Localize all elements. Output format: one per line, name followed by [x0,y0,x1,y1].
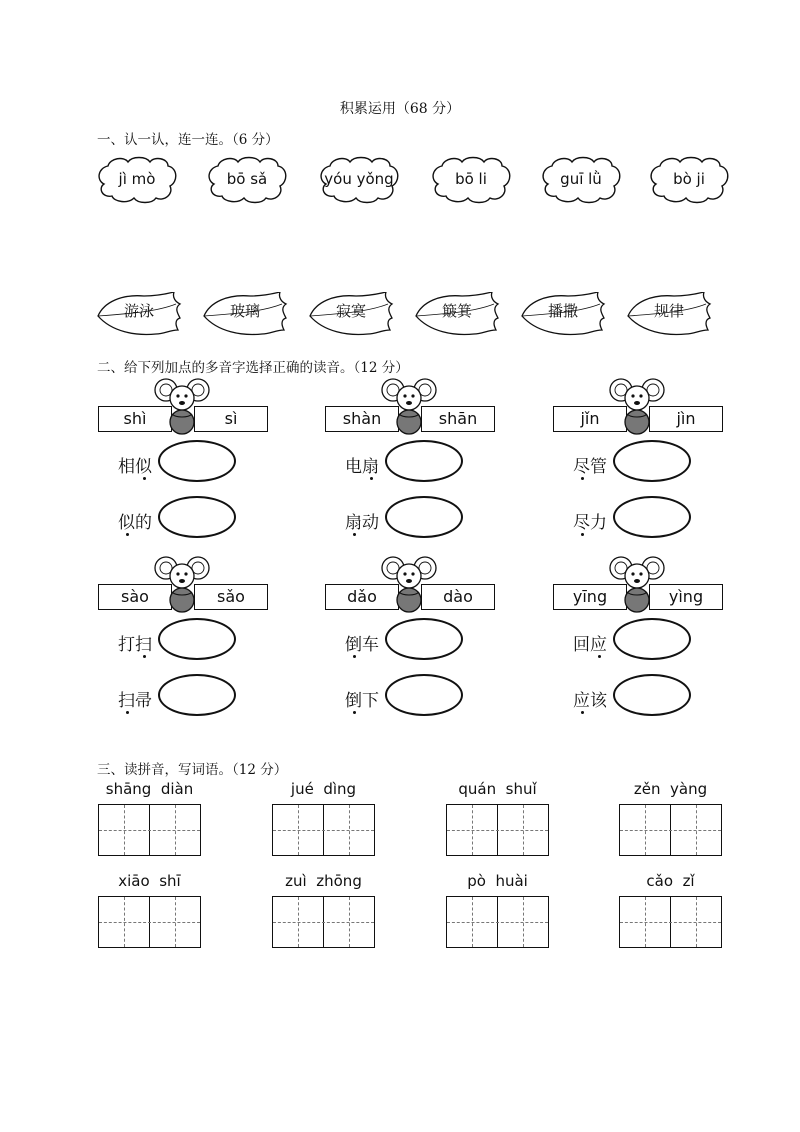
pronunciation-option: shì [98,406,172,432]
writing-grid[interactable] [98,896,201,948]
pinyin-prompt [446,780,549,798]
cloud-pinyin-text: jì mò [118,170,156,188]
mouse-icon [381,378,437,436]
word-leaf [96,292,182,338]
multi-reading-word: 尽管 [573,457,607,477]
pinyin-syllable: shāng [105,780,152,798]
pronunciation-option: shān [421,406,495,432]
answer-ellipse[interactable] [158,496,236,538]
pinyin-cloud [318,156,400,204]
cloud-pinyin-text: guī lǜ [560,170,602,188]
pinyin-cloud [430,156,512,204]
pinyin-gap [673,872,683,890]
section1-heading: 一、认一认，连一连。（6 分） [97,132,279,148]
multi-reading-word: 倒车 [345,635,379,655]
mouse-icon [154,378,210,436]
pronunciation-option: shàn [325,406,399,432]
pinyin-syllable: zěn [633,780,661,798]
cloud-pinyin-text: bō li [455,170,487,188]
word-leaf [520,292,606,338]
emphasis-dot [581,711,584,714]
multi-reading-word: 回应 [573,635,607,655]
pinyin-syllable: xiāo [118,872,150,890]
answer-ellipse[interactable] [158,618,236,660]
pronunciation-option: dǎo [325,584,399,610]
pinyin-prompt [272,780,375,798]
leaf-word-text: 玻璃 [229,302,260,320]
grid-guide [620,922,721,923]
writing-grid[interactable] [272,804,375,856]
pinyin-gap [314,780,324,798]
pinyin-cloud [96,156,178,204]
pinyin-prompt [619,872,722,890]
answer-ellipse[interactable] [385,618,463,660]
answer-ellipse[interactable] [158,674,236,716]
emphasis-dot [143,655,146,658]
answer-ellipse[interactable] [613,674,691,716]
emphasis-dot [598,655,601,658]
pronunciation-option: sì [194,406,268,432]
answer-ellipse[interactable] [613,618,691,660]
answer-ellipse[interactable] [613,496,691,538]
pronunciation-options [98,584,266,610]
emphasis-dot [353,711,356,714]
pronunciation-option: jǐn [553,406,627,432]
leaf-word-text: 播撒 [547,302,578,320]
section2-heading: 二、给下列加点的多音字选择正确的读音。（12 分） [97,360,409,376]
pinyin-syllable: diàn [160,780,194,798]
mouse-icon [381,556,437,614]
pinyin-gap [660,780,670,798]
pronunciation-option: sǎo [194,584,268,610]
cloud-pinyin-text: bò ji [673,170,705,188]
pronunciation-option: dào [421,584,495,610]
cloud-pinyin-text: yóu yǒng [324,170,394,188]
grid-guide [273,922,374,923]
emphasis-dot [370,477,373,480]
grid-guide [273,830,374,831]
pinyin-prompt [619,780,722,798]
page-title: 积累运用（68 分） [339,101,461,117]
pinyin-gap [150,872,160,890]
emphasis-dot [126,711,129,714]
mouse-icon [154,556,210,614]
pinyin-syllable: zhōng [316,872,362,890]
multi-reading-word: 打扫 [118,635,152,655]
pronunciation-option: sào [98,584,172,610]
pinyin-syllable: zǐ [682,872,695,890]
answer-ellipse[interactable] [385,674,463,716]
leaf-word-text: 寂寞 [335,302,366,320]
pronunciation-options [553,406,721,432]
answer-ellipse[interactable] [385,496,463,538]
leaf-word-text: 规律 [653,302,684,320]
pinyin-syllable: pò [467,872,486,890]
emphasis-dot [126,533,129,536]
pinyin-prompt [446,872,549,890]
writing-grid[interactable] [446,804,549,856]
pinyin-syllable: quán [458,780,497,798]
multi-reading-word: 尽力 [573,513,607,533]
pinyin-cloud [648,156,730,204]
pinyin-cloud [206,156,288,204]
pinyin-prompt [98,872,201,890]
mouse-icon [609,556,665,614]
pronunciation-options [325,584,493,610]
pinyin-syllable: yàng [670,780,708,798]
grid-guide [99,922,200,923]
pronunciation-option: yīng [553,584,627,610]
cloud-pinyin-text: bō sǎ [226,170,268,188]
multi-reading-word: 倒下 [345,691,379,711]
writing-grid[interactable] [98,804,201,856]
answer-ellipse[interactable] [613,440,691,482]
pinyin-syllable: huài [495,872,528,890]
multi-reading-word: 扇动 [345,513,379,533]
mouse-icon [609,378,665,436]
word-leaf [626,292,712,338]
answer-ellipse[interactable] [158,440,236,482]
leaf-word-text: 游泳 [123,302,154,320]
grid-guide [447,830,548,831]
emphasis-dot [581,477,584,480]
pronunciation-options [325,406,493,432]
pinyin-gap [496,780,506,798]
pinyin-cloud [540,156,622,204]
emphasis-dot [143,477,146,480]
writing-grid[interactable] [272,896,375,948]
multi-reading-word: 电扇 [345,457,379,477]
pinyin-gap [151,780,161,798]
grid-guide [99,830,200,831]
pronunciation-option: jìn [649,406,723,432]
multi-reading-word: 扫帚 [118,691,152,711]
pinyin-prompt [98,780,201,798]
pinyin-gap [486,872,496,890]
pinyin-syllable: shuǐ [505,780,537,798]
word-leaf [414,292,500,338]
section3-heading: 三、读拼音，写词语。（12 分） [97,762,288,778]
multi-reading-word: 似的 [118,513,152,533]
leaf-word-text: 簸箕 [441,302,472,320]
grid-guide [620,830,721,831]
pinyin-syllable: zuì [285,872,307,890]
word-leaf [308,292,394,338]
pronunciation-options [553,584,721,610]
multi-reading-word: 相似 [118,457,152,477]
pinyin-syllable: cǎo [646,872,674,890]
pinyin-syllable: shī [159,872,181,890]
pinyin-syllable: jué [290,780,314,798]
word-leaf [202,292,288,338]
pinyin-syllable: dìng [323,780,357,798]
pronunciation-option: yìng [649,584,723,610]
pinyin-prompt [272,872,375,890]
emphasis-dot [353,533,356,536]
grid-guide [447,922,548,923]
pronunciation-options [98,406,266,432]
pinyin-gap [307,872,317,890]
writing-grid[interactable] [619,804,722,856]
emphasis-dot [581,533,584,536]
multi-reading-word: 应该 [573,691,607,711]
writing-grid[interactable] [446,896,549,948]
emphasis-dot [353,655,356,658]
writing-grid[interactable] [619,896,722,948]
answer-ellipse[interactable] [385,440,463,482]
